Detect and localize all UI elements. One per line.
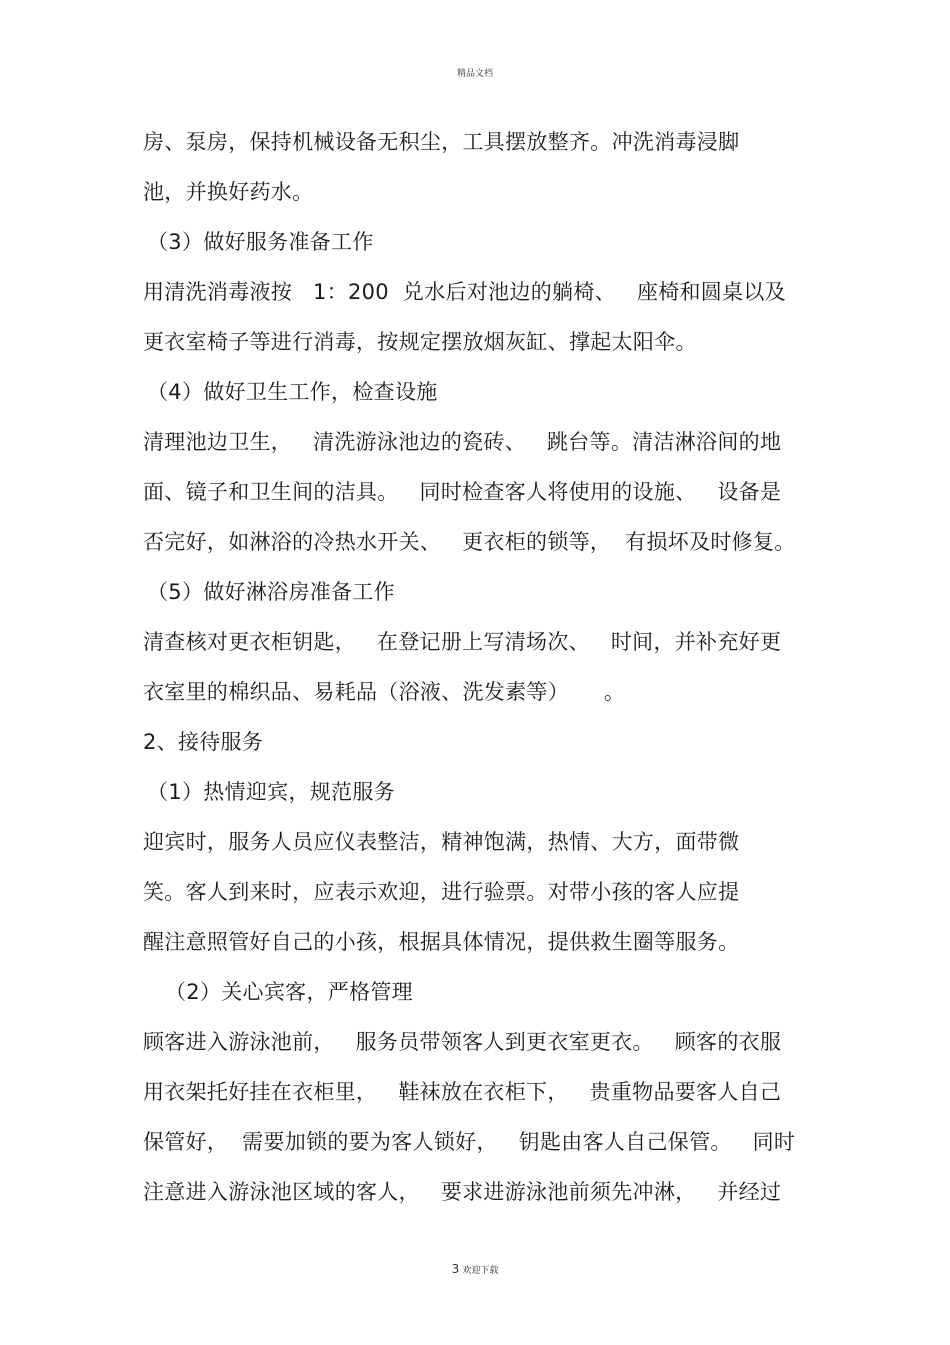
section-heading: （4）做好卫生工作，检查设施 [147,380,438,404]
text-line: 顾客进入游泳池前， 服务员带领客人到更衣室更衣。 顾客的衣服 [143,1030,782,1054]
page-number: 3 [451,1262,460,1276]
text-line: 保管好， 需要加锁的要为客人锁好， 钥匙由客人自己保管。 同时 [143,1130,796,1154]
page-header: 精品文档 [456,69,493,79]
text-line: 注意进入游泳池区域的客人， 要求进游泳池前须先冲淋， 并经过 [143,1180,782,1204]
text-line: 醒注意照管好自己的小孩，根据具体情况，提供救生圈等服务。 [143,930,740,954]
footer-text: 欢迎下载 [462,1266,499,1276]
text-line: 笑。客人到来时，应表示欢迎，进行验票。对带小孩的客人应提 [143,880,740,904]
text-line: 用衣架托好挂在衣柜里， 鞋袜放在衣柜下， 贵重物品要客人自己 [143,1080,782,1104]
text-line: 更衣室椅子等进行消毒，按规定摆放烟灰缸、撑起太阳伞。 [143,330,697,354]
text-line: 用清洗消毒液按 1：200 兑水后对池边的躺椅、 座椅和圆桌以及 [143,280,786,304]
page-footer [0,1258,950,1277]
text-line: 清理池边卫生， 清洗游泳池边的瓷砖、 跳台等。清洁淋浴间的地 [143,430,782,454]
section-heading: （2）关心宾客，严格管理 [165,980,413,1004]
text-line: 房、泵房，保持机械设备无积尘，工具摆放整齐。冲洗消毒浸脚 [143,130,740,154]
text-line: 衣室里的棉织品、易耗品（浴液、洗发素等） 。 [143,680,626,704]
section-heading: 2、接待服务 [143,730,264,754]
text-line: 面、镜子和卫生间的洁具。 同时检查客人将使用的设施、 设备是 [143,480,782,504]
text-line: 迎宾时，服务人员应仪表整洁，精神饱满，热情、大方，面带微 [143,830,740,854]
text-line: 池，并换好药水。 [143,180,314,204]
section-heading: （5）做好淋浴房准备工作 [147,580,395,604]
section-heading: （1）热情迎宾，规范服务 [147,780,395,804]
section-heading: （3）做好服务准备工作 [147,230,374,254]
text-line: 否完好，如淋浴的冷热水开关、 更衣柜的锁等， 有损坏及时修复。 [143,530,796,554]
text-line: 清查核对更衣柜钥匙， 在登记册上写清场次、 时间，并补充好更 [143,630,782,654]
